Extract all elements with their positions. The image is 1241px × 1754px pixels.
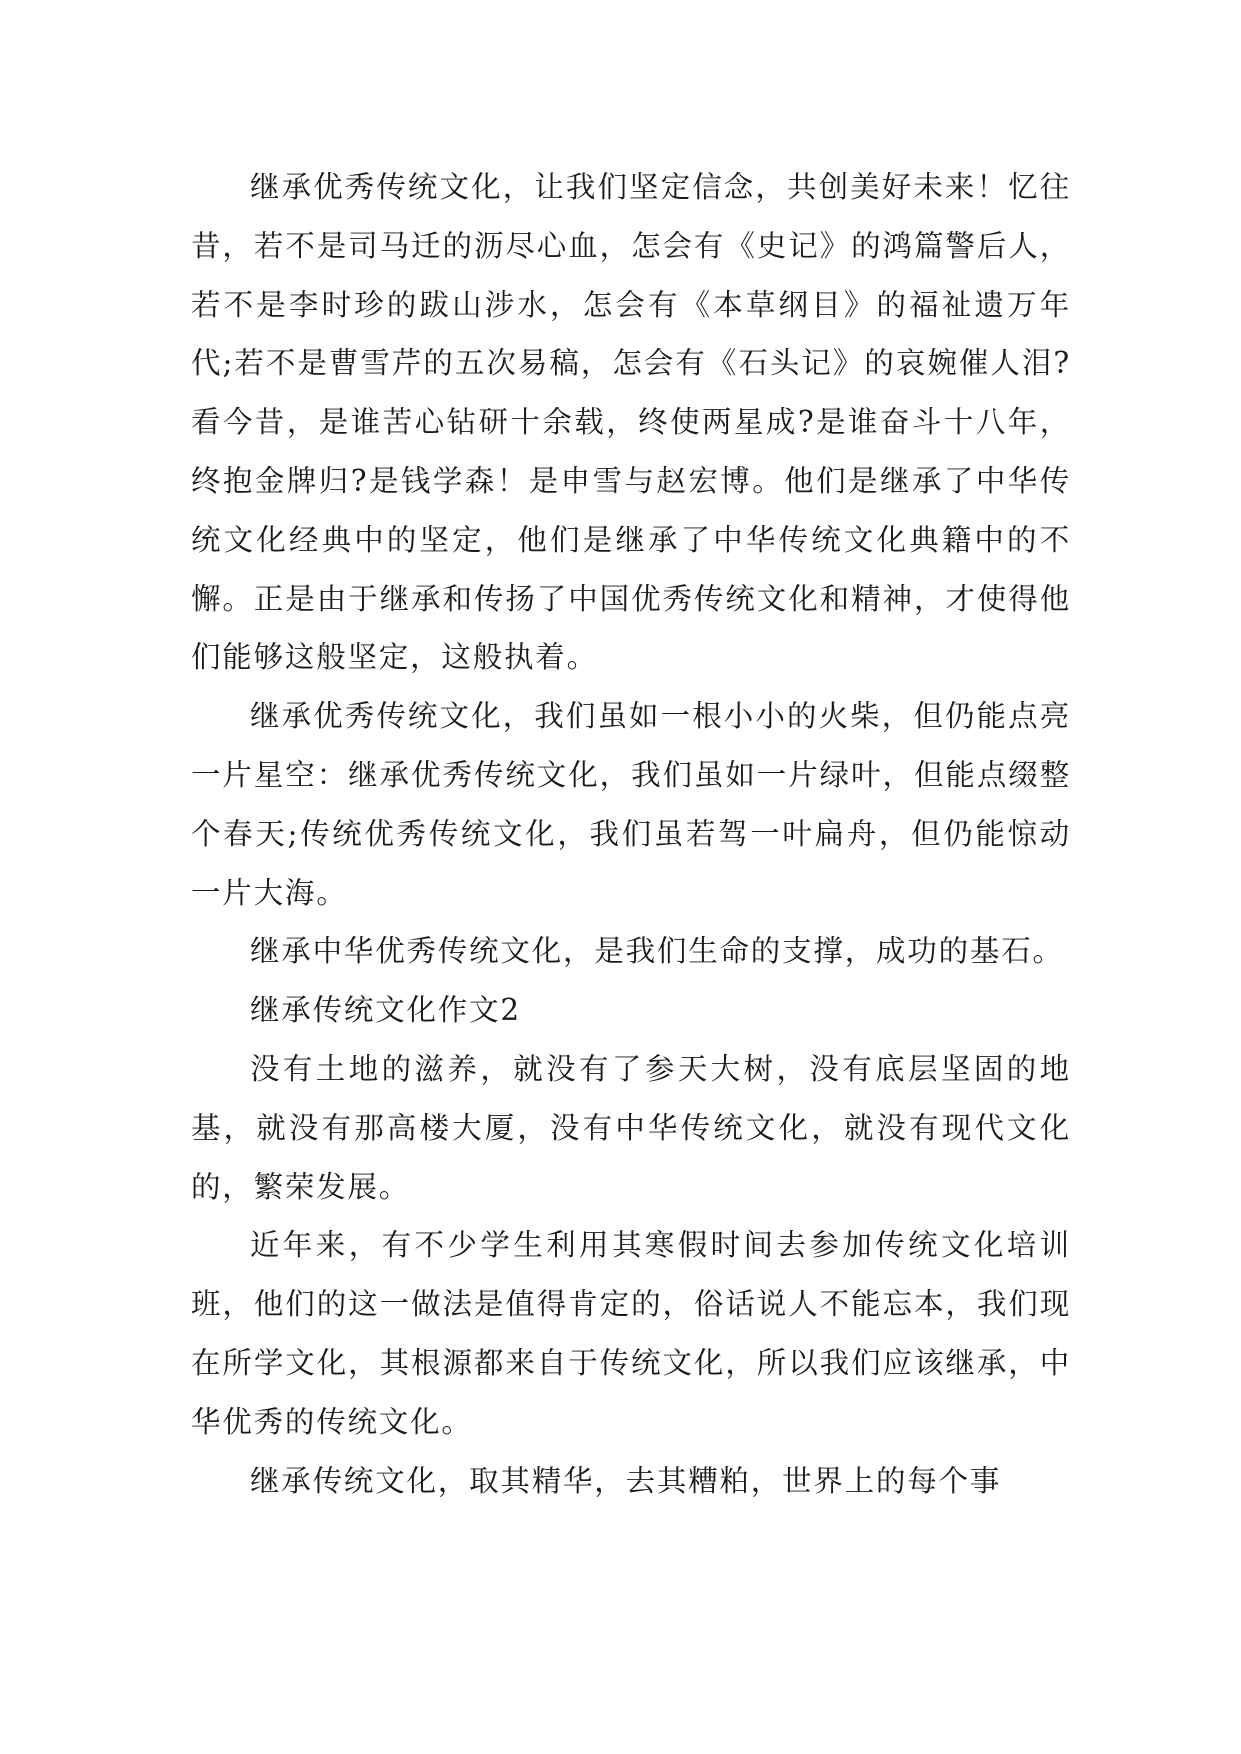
article-body [191,158,1071,1510]
paragraph-5: 近年来，有不少学生利用其寒假时间去参加传统文化培训班，他们的这一做法是值得肯定的，俗话说人不能忘本，我们现在所学文化，其根源都来自于传统文化，所以我们应该继承，中华优秀的传统文化。 [191,1228,1071,1439]
paragraph-2: 继承优秀传统文化，我们虽如一根小小的火柴，但仍能点亮一片星空：继承优秀传统文化，我们虽如一片绿叶，但能点缀整个春天;传统优秀传统文化，我们虽若驾一叶扁舟，但仍能惊动一片大海。 [191,699,1071,910]
paragraph-3: 继承中华优秀传统文化，是我们生命的支撑，成功的基石。 [250,934,1064,969]
section-heading: 继承传统文化作文2 [250,993,521,1028]
paragraph-1: 继承优秀传统文化，让我们坚定信念，共创美好未来！忆往昔，若不是司马迁的沥尽心血，怎会有《史记》的鸿篇警后人，若不是李时珍的跋山涉水，怎会有《本草纲目》的福祉遗万年代;若不是曹雪芹的五次易稿，怎会有《石头记》的哀婉催人泪?看今昔，是谁苦心钻研十余载，终使两星成?是谁奋斗十八年，终抱金牌归?是钱学森！是申雪与赵宏博。他们是继承了中华传统文化经典中的坚定，他们是继承了中华传统文化典籍中的不懈。正是由于继承和传扬了中国优秀传统文化和精神，才使得他们能够这般坚定，这般执着。 [191,170,1071,675]
paragraph-4: 没有土地的滋养，就没有了参天大树，没有底层坚固的地基，就没有那高楼大厦，没有中华传统文化，就没有现代文化的，繁荣发展。 [191,1051,1071,1204]
paragraph-6: 继承传统文化，取其精华，去其糟粕，世界上的每个事 [250,1463,1002,1498]
